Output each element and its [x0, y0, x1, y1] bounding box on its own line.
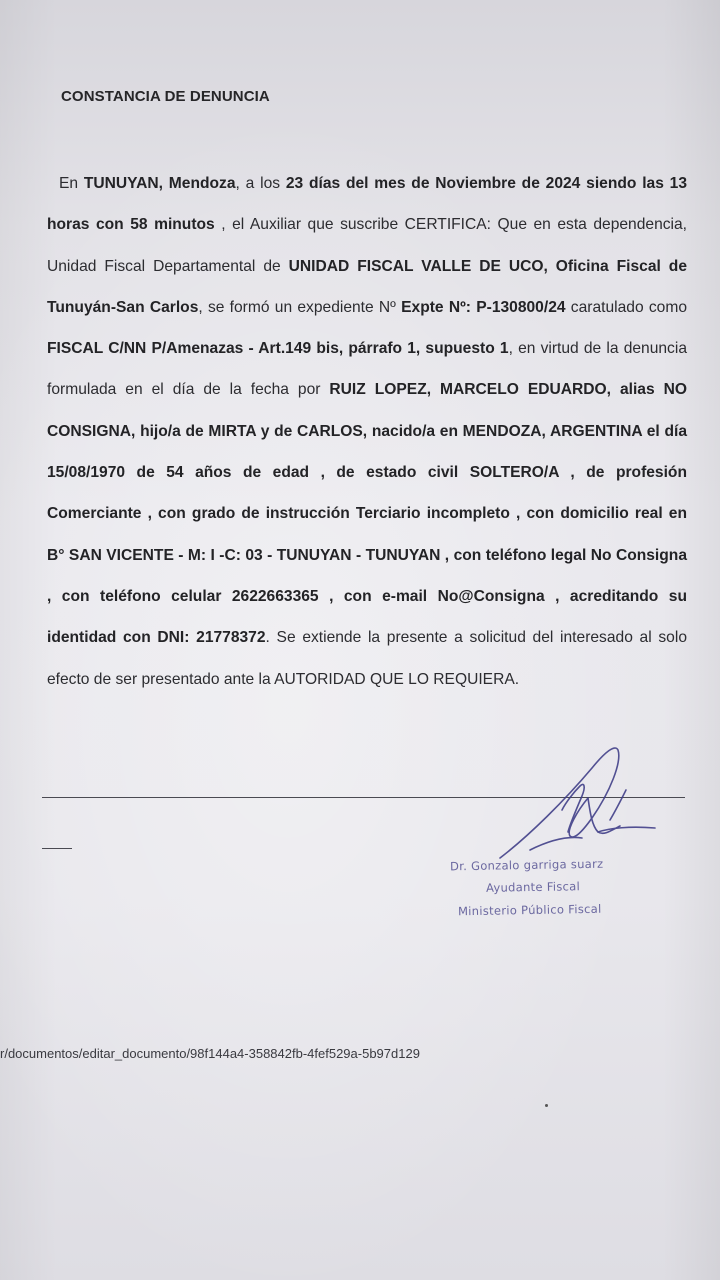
- body-text-2: , a los: [235, 175, 286, 192]
- body-date: 23 días del mes de Noviembre de 2024 siendo las 13 horas con 58 minutos: [47, 175, 688, 234]
- footer-url: r/documentos/editar_documento/98f144a4-358842fb-4fef529a-5b97d129: [0, 1046, 420, 1061]
- body-text-4: , se formó un expediente Nº: [198, 298, 402, 316]
- signature-line-short: [42, 848, 72, 849]
- document-body: [47, 163, 687, 700]
- stamp-office: Ministerio Público Fiscal: [457, 901, 602, 919]
- body-text-7: . Se extiende la presente a solicitud del interesado al solo efecto de ser presentado ante la AUTORIDAD QUE LO REQUIERA.: [47, 629, 687, 688]
- document-title: CONSTANCIA DE DENUNCIA: [61, 88, 270, 105]
- body-text-3: , el Auxiliar que suscribe CERTIFICA: Que en esta dependencia, Unidad Fiscal Departamental de: [47, 216, 688, 275]
- stamp-name: Dr. Gonzalo garriga suarz: [449, 856, 604, 874]
- body-caratula: FISCAL C/NN P/Amenazas - Art.149 bis, párrafo 1, supuesto 1: [47, 340, 509, 358]
- body-unit: UNIDAD FISCAL VALLE DE UCO, Oficina Fiscal de Tunuyán-San Carlos: [47, 257, 687, 316]
- body-city: TUNUYAN, Mendoza: [83, 175, 236, 192]
- body-expte: Expte Nº: P-130800/24: [401, 298, 566, 316]
- paper-speck: [545, 1104, 548, 1107]
- handwritten-signature: [470, 740, 670, 870]
- stamp-role: Ayudante Fiscal: [485, 879, 581, 895]
- body-personal-data: RUIZ LOPEZ, MARCELO EDUARDO, alias NO CONSIGNA, hijo/a de MIRTA y de CARLOS, nacido/a en MENDOZA, ARGENTINA el día 15/08/1970 de 54 años de edad , de estado civil SOLTERO/A , de profesión Comerciante , con grado de instrucción Terciario incompleto , con domicilio real en B° SAN VICENTE - M: I -C: 03 - TUNUYAN - TUNUYAN , con teléfono legal No Consigna , con teléfono celular 2622663365 , con e-mail No@Consigna , acreditando su identidad con DNI: 21778372: [47, 381, 688, 647]
- body-text-5: caratulado como: [565, 298, 687, 316]
- body-text-6: , en virtud de la denuncia formulada en el día de la fecha por: [47, 340, 687, 399]
- body-text-intro: En: [59, 175, 84, 192]
